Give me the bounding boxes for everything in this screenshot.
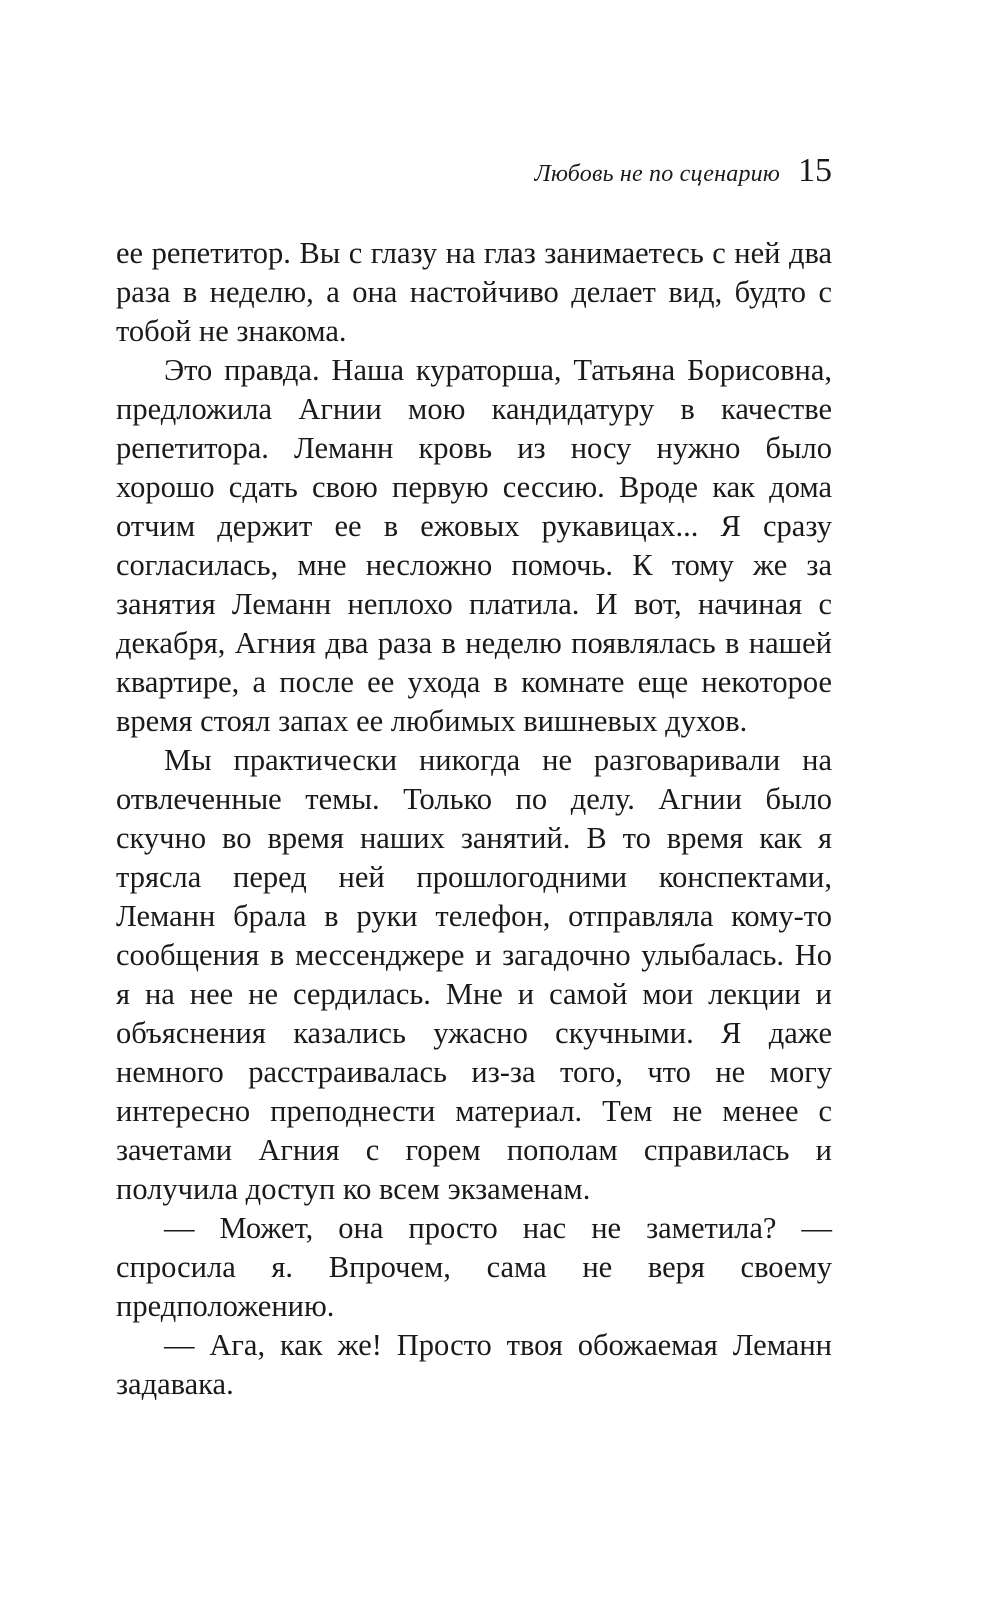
body-text [116, 234, 832, 1404]
dialogue-paragraph: — Ага, как же! Просто твоя обожаемая Леманн задавака. [116, 1328, 832, 1401]
paragraph: Это правда. Наша кураторша, Татьяна Борисовна, предложила Агнии мою кандидатуру в качестве репетитора. Леманн кровь из носу нужно было хорошо сдать свою первую сессию. Вроде как дома отчим держит ее в ежовых рукавицах... Я сразу согласилась, мне несложно помочь. К тому же за занятия Леманн неплохо платила. И вот, начиная с декабря, Агния два раза в неделю появлялась в нашей квартире, а после ее ухода в комнате еще некоторое время стоял запах ее любимых вишневых духов. [116, 353, 832, 738]
paragraph: Мы практически никогда не разговаривали на отвлеченные темы. Только по делу. Агнии было скучно во время наших занятий. В то время как я трясла перед ней прошлогодними конспектами, Леманн брала в руки телефон, отправляла кому-то сообщения в мессенджере и загадочно улыбалась. Но я на нее не сердилась. Мне и самой мои лекции и объяснения казались ужасно скучными. Я даже немного расстраивалась из-за того, что не могу интересно преподнести материал. Тем не менее с зачетами Агния с горем пополам справилась и получила доступ ко всем экзаменам. [116, 743, 832, 1206]
page-number: 15 [798, 152, 832, 189]
paragraph: ее репетитор. Вы с глазу на глаз занимаетесь с ней два раза в неделю, а она настойчиво делает вид, будто с тобой не знакома. [116, 236, 832, 348]
running-head [535, 152, 832, 190]
dialogue-paragraph: — Может, она просто нас не заметила? — спросила я. Впрочем, сама не веря своему предположению. [116, 1211, 832, 1323]
running-title: Любовь не по сценарию [534, 161, 780, 187]
